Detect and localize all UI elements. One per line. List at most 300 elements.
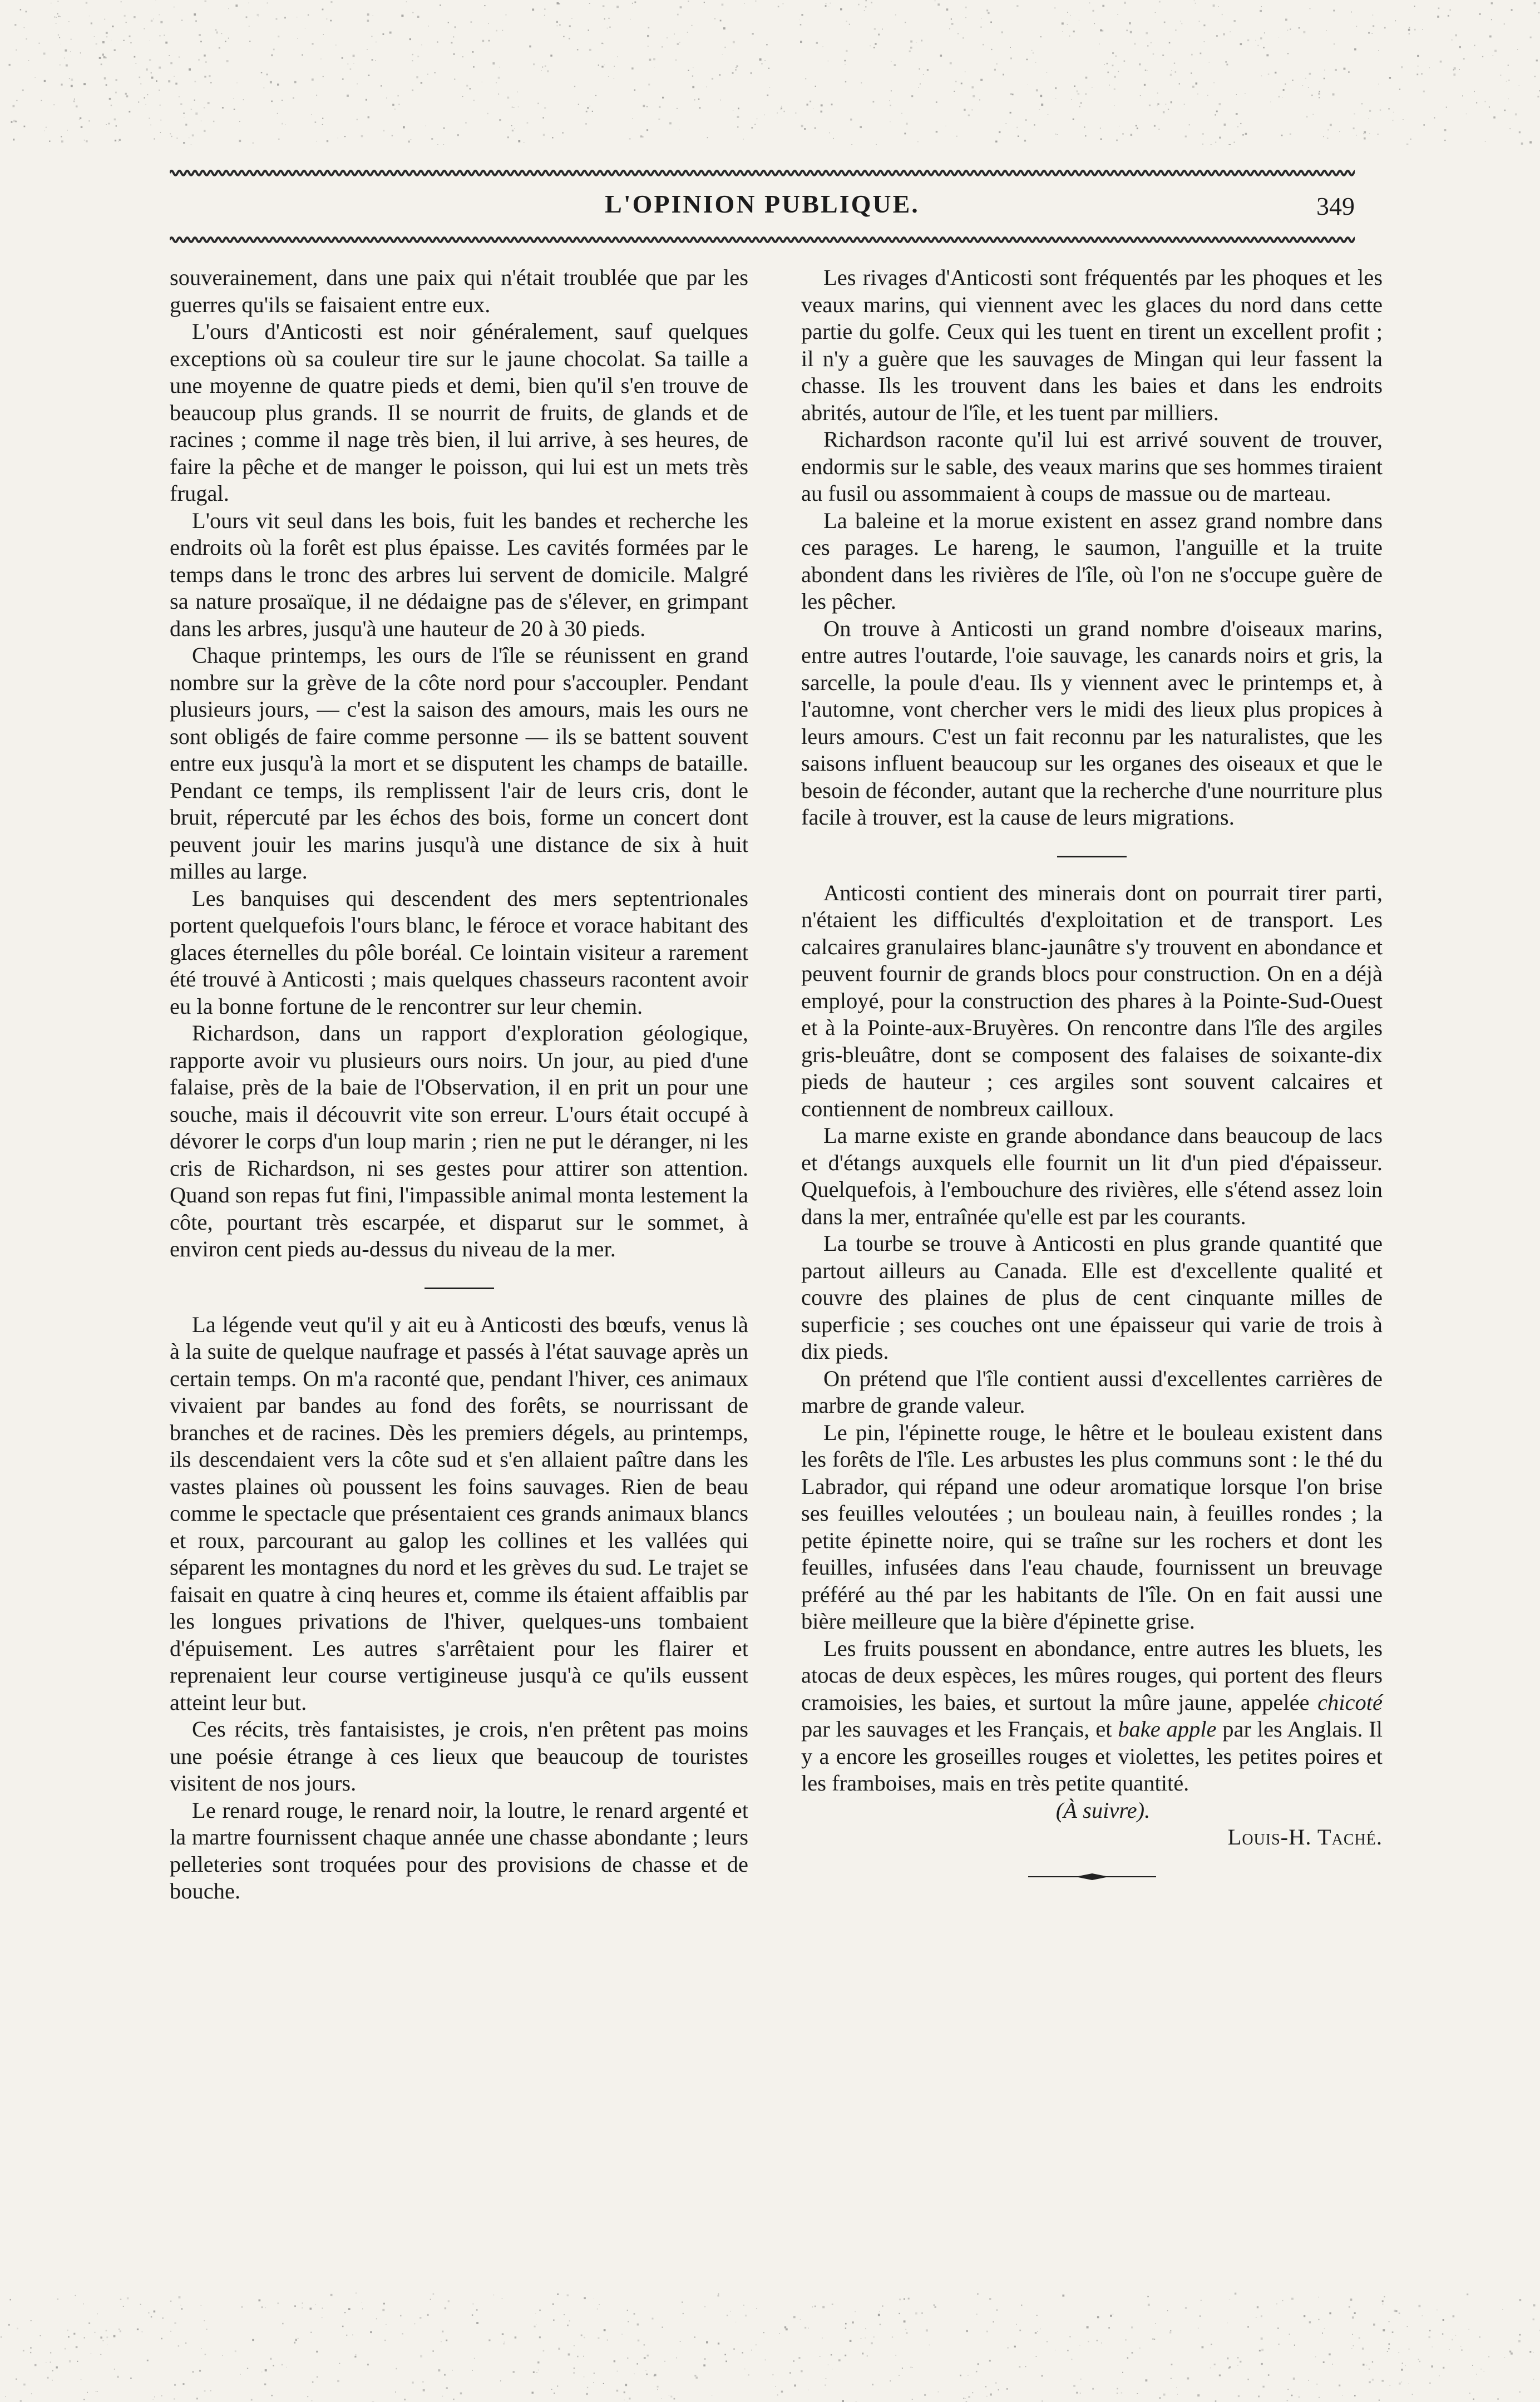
speckle-dot [1306,116,1307,117]
speckle-dot [366,99,367,101]
speckle-dot [1034,124,1035,126]
speckle-dot [578,104,579,105]
speckle-dot [1392,2331,1394,2333]
speckle-dot [264,87,265,88]
speckle-dot [1339,131,1340,132]
speckle-dot [981,18,982,19]
speckle-dot [616,2390,619,2392]
speckle-dot [921,40,922,41]
author-signature: Louis-H. Taché. [1227,1824,1383,1849]
speckle-dot [784,2326,786,2328]
speckle-dot [1101,2342,1102,2343]
speckle-dot [1304,2315,1305,2317]
speckle-dot [1389,77,1391,78]
speckle-dot [890,121,891,122]
speckle-dot [137,2329,139,2330]
speckle-dot [1031,50,1033,51]
speckle-dot [860,126,862,128]
speckle-dot [1511,2352,1513,2355]
speckle-dot [512,130,514,131]
speckle-dot [988,12,989,14]
speckle-dot [1396,2310,1398,2312]
speckle-dot [1216,111,1218,112]
speckle-dot [100,2336,102,2339]
speckle-dot [765,2360,766,2361]
speckle-dot [1233,142,1235,144]
speckle-dot [1245,133,1247,135]
speckle-dot [1322,2332,1323,2334]
speckle-dot [502,2299,503,2300]
speckle-dot [372,36,373,37]
speckle-dot [310,2332,312,2333]
speckle-dot [1202,133,1204,135]
speckle-dot [1247,2326,1249,2328]
speckle-dot [527,122,529,124]
speckle-dot [1047,2341,1048,2342]
speckle-dot [120,2330,121,2332]
speckle-dot [733,2348,735,2350]
speckle-dot [657,2389,658,2390]
speckle-dot [34,77,36,78]
speckle-dot [795,112,796,114]
speckle-dot [433,2294,435,2295]
speckle-dot [171,136,172,137]
speckle-dot [1112,52,1114,54]
speckle-dot [1261,2315,1262,2317]
speckle-dot [648,27,650,28]
speckle-dot [718,2342,719,2344]
speckle-dot [1236,94,1237,95]
speckle-dot [714,18,715,19]
text-run: Les fruits poussent en abondance, entre autres les bluets, les atocas de deux espèces, les mûres rouges, qui portent des fleurs cramoisies, les baies, et surtout la mûre jaune, appelée [801,1635,1383,1715]
speckle-dot [706,2341,708,2344]
speckle-dot [384,2340,386,2341]
speckle-dot [1139,63,1141,66]
speckle-dot [557,2385,558,2386]
speckle-dot [971,86,974,88]
speckle-dot [17,2328,18,2330]
speckle-dot [24,27,25,28]
speckle-dot [323,76,324,77]
speckle-dot [342,78,344,80]
speckle-dot [134,16,136,18]
speckle-dot [499,119,501,121]
speckle-dot [589,3,590,4]
speckle-dot [995,2382,997,2384]
speckle-dot [537,2361,539,2363]
speckle-dot [1214,2364,1216,2365]
speckle-dot [192,135,194,137]
speckle-dot [88,120,90,121]
speckle-dot [723,27,725,29]
speckle-dot [604,18,605,19]
speckle-dot [698,98,700,100]
speckle-dot [216,32,218,34]
speckle-dot [46,127,47,128]
speckle-dot [181,2308,182,2310]
speckle-dot [228,38,229,39]
speckle-dot [1136,125,1137,127]
speckle-dot [474,2358,475,2359]
speckle-dot [357,119,358,120]
speckle-dot [310,2308,312,2310]
speckle-dot [1517,49,1518,50]
speckle-dot [1202,144,1203,145]
speckle-dot [1124,60,1126,62]
speckle-dot [1104,64,1105,65]
speckle-dot [631,67,634,70]
speckle-dot [252,2339,254,2341]
speckle-dot [680,2341,681,2342]
speckle-dot [545,65,546,67]
speckle-dot [174,2398,175,2399]
speckle-dot [1041,103,1043,106]
speckle-dot [1303,31,1305,33]
speckle-dot [134,56,136,58]
speckle-dot [694,99,695,101]
speckle-dot [109,98,111,100]
speckle-dot [1482,56,1483,57]
speckle-dot [204,55,206,57]
speckle-dot [261,2371,262,2372]
speckle-dot [312,78,314,81]
speckle-dot [727,2315,728,2316]
speckle-dot [1383,2304,1384,2305]
speckle-dot [764,60,765,61]
speckle-dot [1080,102,1082,104]
speckle-dot [608,76,609,77]
speckle-dot [643,105,645,107]
speckle-dot [267,3,268,4]
speckle-dot [168,80,170,82]
speckle-dot [1219,103,1221,105]
speckle-dot [968,115,970,116]
speckle-dot [1147,70,1148,71]
speckle-dot [559,3,560,4]
speckle-dot [537,103,539,105]
speckle-dot [820,2356,821,2357]
speckle-dot [1491,2,1493,4]
speckle-dot [1480,2369,1482,2370]
speckle-dot [1439,2375,1440,2376]
speckle-dot [1131,134,1133,136]
speckle-dot [793,2316,796,2318]
speckle-dot [1437,16,1439,18]
speckle-dot [923,74,924,75]
speckle-dot [906,123,908,125]
speckle-dot [1107,72,1109,73]
speckle-dot [1107,63,1108,65]
speckle-dot [1197,2394,1200,2396]
speckle-dot [1225,61,1227,63]
speckle-dot [422,2381,424,2383]
speckle-dot [1292,80,1294,81]
speckle-dot [1033,52,1034,53]
speckle-dot [394,109,395,110]
speckle-dot [515,2336,517,2339]
speckle-dot [1405,2365,1406,2366]
speckle-dot [140,2304,141,2305]
speckle-dot [84,2337,85,2338]
speckle-dot [1373,14,1374,16]
speckle-dot [398,104,400,106]
speckle-dot [908,2298,910,2300]
speckle-dot [533,63,535,65]
speckle-dot [1207,95,1208,96]
speckle-dot [71,39,72,40]
speckle-dot [845,60,846,62]
speckle-dot [736,67,737,68]
speckle-dot [368,75,369,76]
speckle-dot [96,2391,97,2392]
paragraph: On trouve à Anticosti un grand nombre d'oiseaux marins, entre autres l'outarde, l'oie sauvage, les canards noirs et gris, la sarcelle, la poule d'eau. Ils y viennent avec le printemps et, à l'automne, vont chercher vers le midi des lieux plus propices à leurs amours. C'est un fait reconnu par les naturalistes, que les saisons influent beaucoup sur les organes des oiseaux et que le besoin de féconder, autant que la recherche d'une nourriture plus facile à trouver, est la cause de leurs migrations. [801,615,1383,830]
speckle-dot [127,2297,129,2300]
speckle-dot [654,2375,655,2376]
speckle-dot [779,2333,780,2334]
speckle-dot [23,2350,24,2352]
speckle-dot [1327,130,1329,131]
speckle-dot [482,40,485,42]
speckle-dot [52,2370,53,2371]
speckle-dot [1356,135,1357,136]
speckle-dot [1329,2312,1331,2315]
speckle-dot [1414,6,1415,7]
speckle-dot [1238,2395,1240,2397]
speckle-dot [1175,29,1176,31]
speckle-dot [1363,133,1364,134]
speckle-dot [880,2324,881,2325]
speckle-dot [1421,73,1423,75]
speckle-dot [500,2380,501,2381]
speckle-dot [118,141,119,142]
paragraph: La tourbe se trouve à Anticosti en plus grande quantité que partout ailleurs au Canada. Elle est d'excellente qualité et couvre des plaines de plus de cent cinquante milles de superficie ; ses couches ont une épaisseur qui varie de trois à dix pieds. [801,1231,1383,1364]
speckle-dot [1073,119,1074,120]
speckle-dot [1184,104,1185,105]
speckle-dot [1369,2381,1371,2384]
speckle-dot [73,2333,75,2335]
speckle-dot [1519,2299,1522,2301]
speckle-dot [1099,43,1100,45]
speckle-dot [872,2384,873,2385]
speckle-dot [1446,107,1447,108]
speckle-dot [81,126,83,129]
speckle-dot [781,2391,783,2393]
speckle-dot [1401,2381,1403,2383]
speckle-dot [409,38,411,40]
top-wavy-rule [170,167,1355,179]
speckle-dot [219,47,220,49]
speckle-dot [1200,2315,1201,2316]
speckle-dot [344,136,345,137]
speckle-dot [1088,2341,1089,2342]
speckle-dot [1137,127,1138,129]
speckle-dot [979,100,980,101]
speckle-dot [676,2357,677,2359]
speckle-dot [1115,55,1117,57]
speckle-dot [1092,2388,1094,2390]
speckle-dot [972,110,973,111]
speckle-dot [704,2306,706,2307]
speckle-dot [1230,31,1231,32]
speckle-dot [822,2306,825,2308]
speckle-dot [683,2313,684,2314]
italic-term: bake apple [1118,1717,1217,1742]
speckle-dot [1094,23,1095,24]
speckle-dot [246,16,248,18]
speckle-dot [737,65,738,67]
speckle-dot [195,81,196,82]
speckle-dot [259,2300,261,2302]
speckle-dot [106,84,107,86]
speckle-dot [1313,114,1314,115]
speckle-dot [206,2329,207,2330]
speckle-dot [65,2348,66,2350]
publication-title: L'OPINION PUBLIQUE. [605,190,920,218]
speckle-dot [1388,2348,1389,2349]
speckle-dot [622,2334,623,2335]
speckle-dot [1509,2351,1511,2352]
speckle-dot [891,90,892,91]
speckle-dot [1264,32,1265,33]
speckle-dot [1097,2340,1098,2341]
speckle-dot [778,6,779,8]
speckle-dot [1210,144,1212,145]
speckle-dot [587,107,589,108]
speckle-dot [1157,103,1159,105]
speckle-dot [994,69,996,71]
text-run: par les sauvages et les Français, et [801,1717,1118,1742]
speckle-dot [1502,2309,1503,2310]
speckle-dot [1287,2389,1289,2390]
speckle-dot [1474,45,1475,47]
speckle-dot [327,140,328,142]
speckle-dot [973,95,975,97]
speckle-dot [26,38,27,40]
speckle-dot [1179,83,1180,85]
speckle-dot [1330,124,1332,126]
speckle-dot [277,83,279,86]
speckle-dot [408,141,410,143]
speckle-dot [106,32,108,34]
speckle-dot [417,56,419,57]
speckle-dot [1261,2337,1263,2340]
speckle-dot [151,77,154,79]
speckle-dot [1014,2346,1016,2347]
speckle-dot [826,3,827,4]
speckle-dot [1362,2347,1364,2350]
speckle-dot [1401,66,1403,68]
speckle-dot [1,2336,2,2338]
speckle-dot [1204,41,1205,42]
speckle-dot [1191,54,1193,56]
speckle-dot [80,117,81,119]
speckle-dot [1019,2366,1020,2368]
speckle-dot [165,42,167,44]
speckle-dot [564,2314,565,2315]
speckle-dot [850,2340,852,2342]
speckle-dot [320,58,322,60]
speckle-dot [574,2345,575,2346]
speckle-dot [412,54,414,56]
speckle-dot [732,72,734,74]
speckle-dot [395,2391,396,2393]
speckle-dot [1281,135,1283,136]
speckle-dot [293,97,294,99]
speckle-dot [1240,2361,1241,2362]
speckle-dot [751,127,753,129]
speckle-dot [627,2357,628,2359]
speckle-dot [989,2360,991,2361]
speckle-dot [1093,10,1094,12]
speckle-dot [743,139,744,140]
speckle-dot [845,2323,847,2325]
speckle-dot [972,2392,973,2393]
speckle-dot [156,80,157,82]
speckle-dot [1518,2340,1521,2342]
speckle-dot [1148,2304,1150,2306]
speckle-dot [632,118,633,119]
speckle-dot [1170,74,1172,76]
speckle-dot [54,16,55,17]
speckle-dot [50,2352,51,2354]
speckle-dot [976,2314,978,2315]
speckle-dot [1261,6,1262,7]
speckle-dot [462,56,463,57]
speckle-dot [1055,134,1056,135]
speckle-dot [52,2380,53,2381]
speckle-dot [965,17,966,18]
speckle-dot [115,140,116,141]
speckle-dot [1409,27,1410,28]
speckle-dot [543,2350,545,2352]
speckle-dot [53,104,55,105]
speckle-dot [34,2364,37,2366]
speckle-dot [574,2368,575,2369]
speckle-dot [638,2340,640,2342]
speckle-dot [1026,59,1028,61]
speckle-dot [589,49,591,51]
speckle-dot [569,38,570,40]
speckle-dot [829,132,830,134]
speckle-dot [1377,134,1379,135]
speckle-dot [910,41,912,43]
paragraph: La baleine et la morue existent en assez grand nombre dans ces parages. Le hareng, le saumon, l'anguille et la truite abondent dans les rivières de l'île, où l'on ne s'occupe guère de les pêcher. [801,507,1383,614]
speckle-dot [1073,2385,1075,2387]
speckle-dot [286,2367,287,2368]
speckle-dot [1311,95,1313,96]
speckle-dot [1071,2359,1072,2360]
speckle-dot [659,106,660,108]
speckle-dot [936,101,937,103]
speckle-dot [302,55,303,56]
speckle-dot [183,112,185,114]
speckle-dot [1006,123,1007,124]
speckle-dot [282,123,283,125]
speckle-dot [1222,14,1223,15]
speckle-dot [69,78,70,79]
speckle-dot [46,2362,47,2364]
speckle-dot [1529,2351,1531,2352]
speckle-dot [397,95,399,97]
speckle-dot [544,15,545,16]
speckle-dot [804,2327,806,2329]
speckle-dot [986,9,988,11]
speckle-dot [261,72,263,73]
speckle-dot [1508,80,1509,81]
speckle-dot [695,2377,698,2379]
speckle-dot [624,2391,625,2393]
speckle-dot [1419,2305,1421,2307]
